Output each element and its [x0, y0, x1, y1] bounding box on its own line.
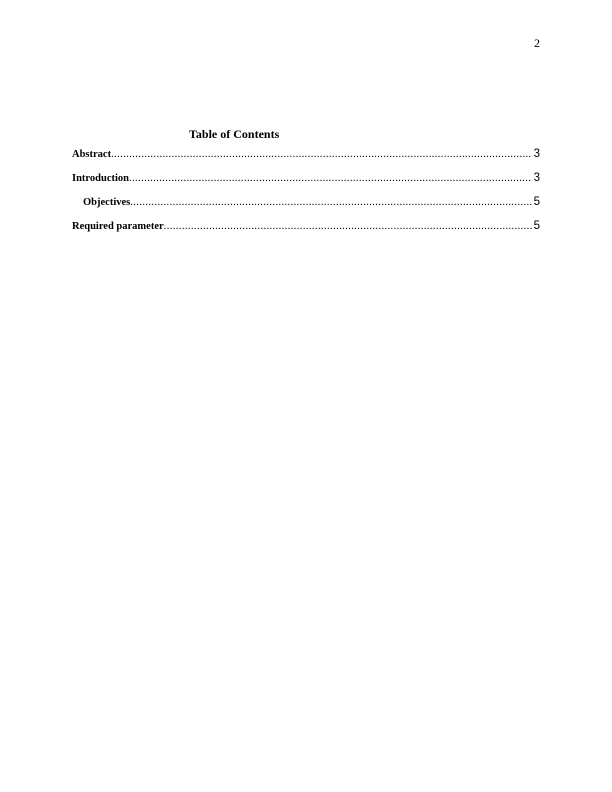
toc-entry-label: Introduction: [72, 173, 129, 184]
toc-entry-page: 5: [533, 196, 540, 208]
toc-dot-leader: [111, 149, 532, 161]
toc-entry-objectives[interactable]: [72, 196, 540, 208]
toc-entry-page: 5: [533, 220, 540, 232]
page-number: 2: [534, 36, 540, 50]
toc-dot-leader: [130, 197, 531, 209]
toc-dot-leader: [129, 173, 532, 185]
toc-entry-label: Required parameter: [72, 221, 164, 232]
toc-entry-label: Objectives: [83, 197, 131, 208]
toc-entry-page: 3: [533, 172, 540, 184]
toc-entry-label: Abstract: [72, 149, 112, 160]
toc-entry-introduction[interactable]: [72, 172, 540, 184]
toc-dot-leader: [164, 221, 532, 233]
toc-list: [72, 148, 540, 244]
toc-entry-required-parameter[interactable]: [72, 220, 540, 232]
toc-title: Table of Contents: [189, 127, 280, 141]
toc-entry-abstract[interactable]: [72, 148, 540, 160]
toc-entry-page: 3: [533, 148, 540, 160]
